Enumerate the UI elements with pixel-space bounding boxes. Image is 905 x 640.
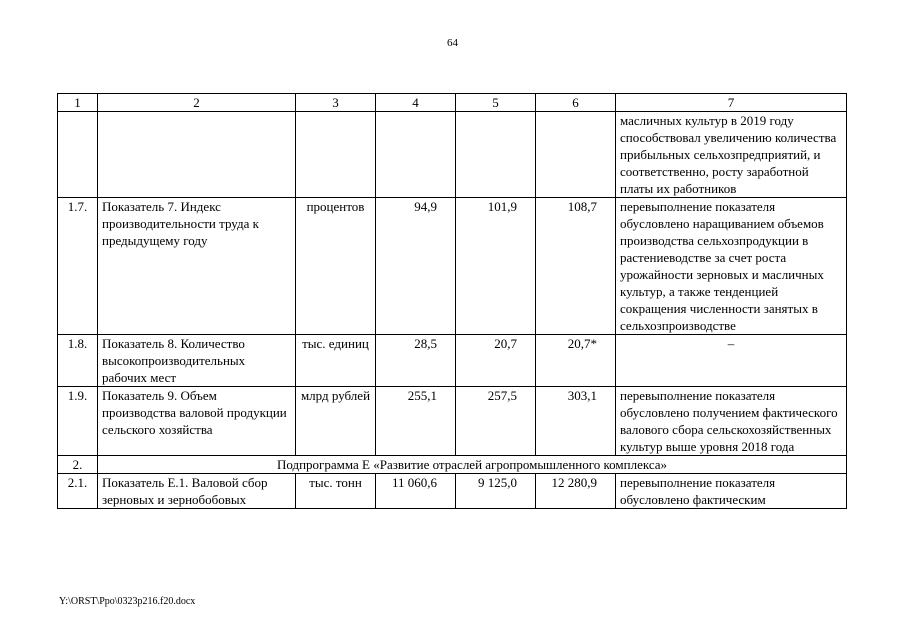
- table-row: [58, 112, 847, 198]
- header-cell: 2: [98, 94, 296, 112]
- row-number: 1.7.: [58, 198, 98, 335]
- report-table: [57, 93, 847, 509]
- indicator-name: Показатель 7. Индекс производительности труда к предыдущему году: [98, 198, 296, 335]
- row-number: 1.8.: [58, 335, 98, 387]
- unit-cell: млрд рублей: [296, 387, 376, 456]
- value-cell: 257,5: [456, 387, 536, 456]
- note-cell: перевыполнение показателя обусловлено фактическим: [616, 474, 847, 509]
- table-row: [58, 198, 847, 335]
- unit-cell: [296, 112, 376, 198]
- row-number: 2.: [58, 456, 98, 474]
- table-row: [58, 474, 847, 509]
- section-title: Подпрограмма Е «Развитие отраслей агропромышленного комплекса»: [98, 456, 847, 474]
- value-cell: 108,7: [536, 198, 616, 335]
- note-cell: перевыполнение показателя обусловлено получением фактического валового сбора сельскохозяйственных культур выше уровня 2018 года: [616, 387, 847, 456]
- value-cell: 20,7*: [536, 335, 616, 387]
- note-cell: перевыполнение показателя обусловлено наращиванием объемов производства сельхозпродукции в растениеводстве за счет роста урожайности зерновых и масличных культур, а также тенденцией сокращения численности занятых в сельхозпроизводстве: [616, 198, 847, 335]
- file-path-footer: Y:\ORST\Ppo\0323p216.f20.docx: [59, 596, 196, 607]
- indicator-name: Показатель Е.1. Валовой сбор зерновых и зернобобовых: [98, 474, 296, 509]
- table-header-row: [58, 94, 847, 112]
- row-number: 1.9.: [58, 387, 98, 456]
- table-row: [58, 387, 847, 456]
- header-cell: 5: [456, 94, 536, 112]
- value-cell: 255,1: [376, 387, 456, 456]
- unit-cell: тыс. единиц: [296, 335, 376, 387]
- value-cell: [456, 112, 536, 198]
- note-cell: масличных культур в 2019 году способствовал увеличению количества прибыльных сельхозпредприятий, и соответственно, росту заработной платы их работников: [616, 112, 847, 198]
- indicator-name: Показатель 9. Объем производства валовой продукции сельского хозяйства: [98, 387, 296, 456]
- header-cell: 6: [536, 94, 616, 112]
- note-cell: –: [616, 335, 847, 387]
- header-cell: 3: [296, 94, 376, 112]
- row-number: [58, 112, 98, 198]
- indicator-name: Показатель 8. Количество высокопроизводительных рабочих мест: [98, 335, 296, 387]
- value-cell: [376, 112, 456, 198]
- value-cell: 101,9: [456, 198, 536, 335]
- section-row: [58, 456, 847, 474]
- header-cell: 1: [58, 94, 98, 112]
- indicator-name: [98, 112, 296, 198]
- unit-cell: процентов: [296, 198, 376, 335]
- value-cell: 20,7: [456, 335, 536, 387]
- value-cell: 9 125,0: [456, 474, 536, 509]
- value-cell: 94,9: [376, 198, 456, 335]
- value-cell: 12 280,9: [536, 474, 616, 509]
- value-cell: 11 060,6: [376, 474, 456, 509]
- table-row: [58, 335, 847, 387]
- unit-cell: тыс. тонн: [296, 474, 376, 509]
- value-cell: 303,1: [536, 387, 616, 456]
- row-number: 2.1.: [58, 474, 98, 509]
- value-cell: 28,5: [376, 335, 456, 387]
- value-cell: [536, 112, 616, 198]
- page-number: 64: [447, 37, 458, 49]
- header-cell: 7: [616, 94, 847, 112]
- header-cell: 4: [376, 94, 456, 112]
